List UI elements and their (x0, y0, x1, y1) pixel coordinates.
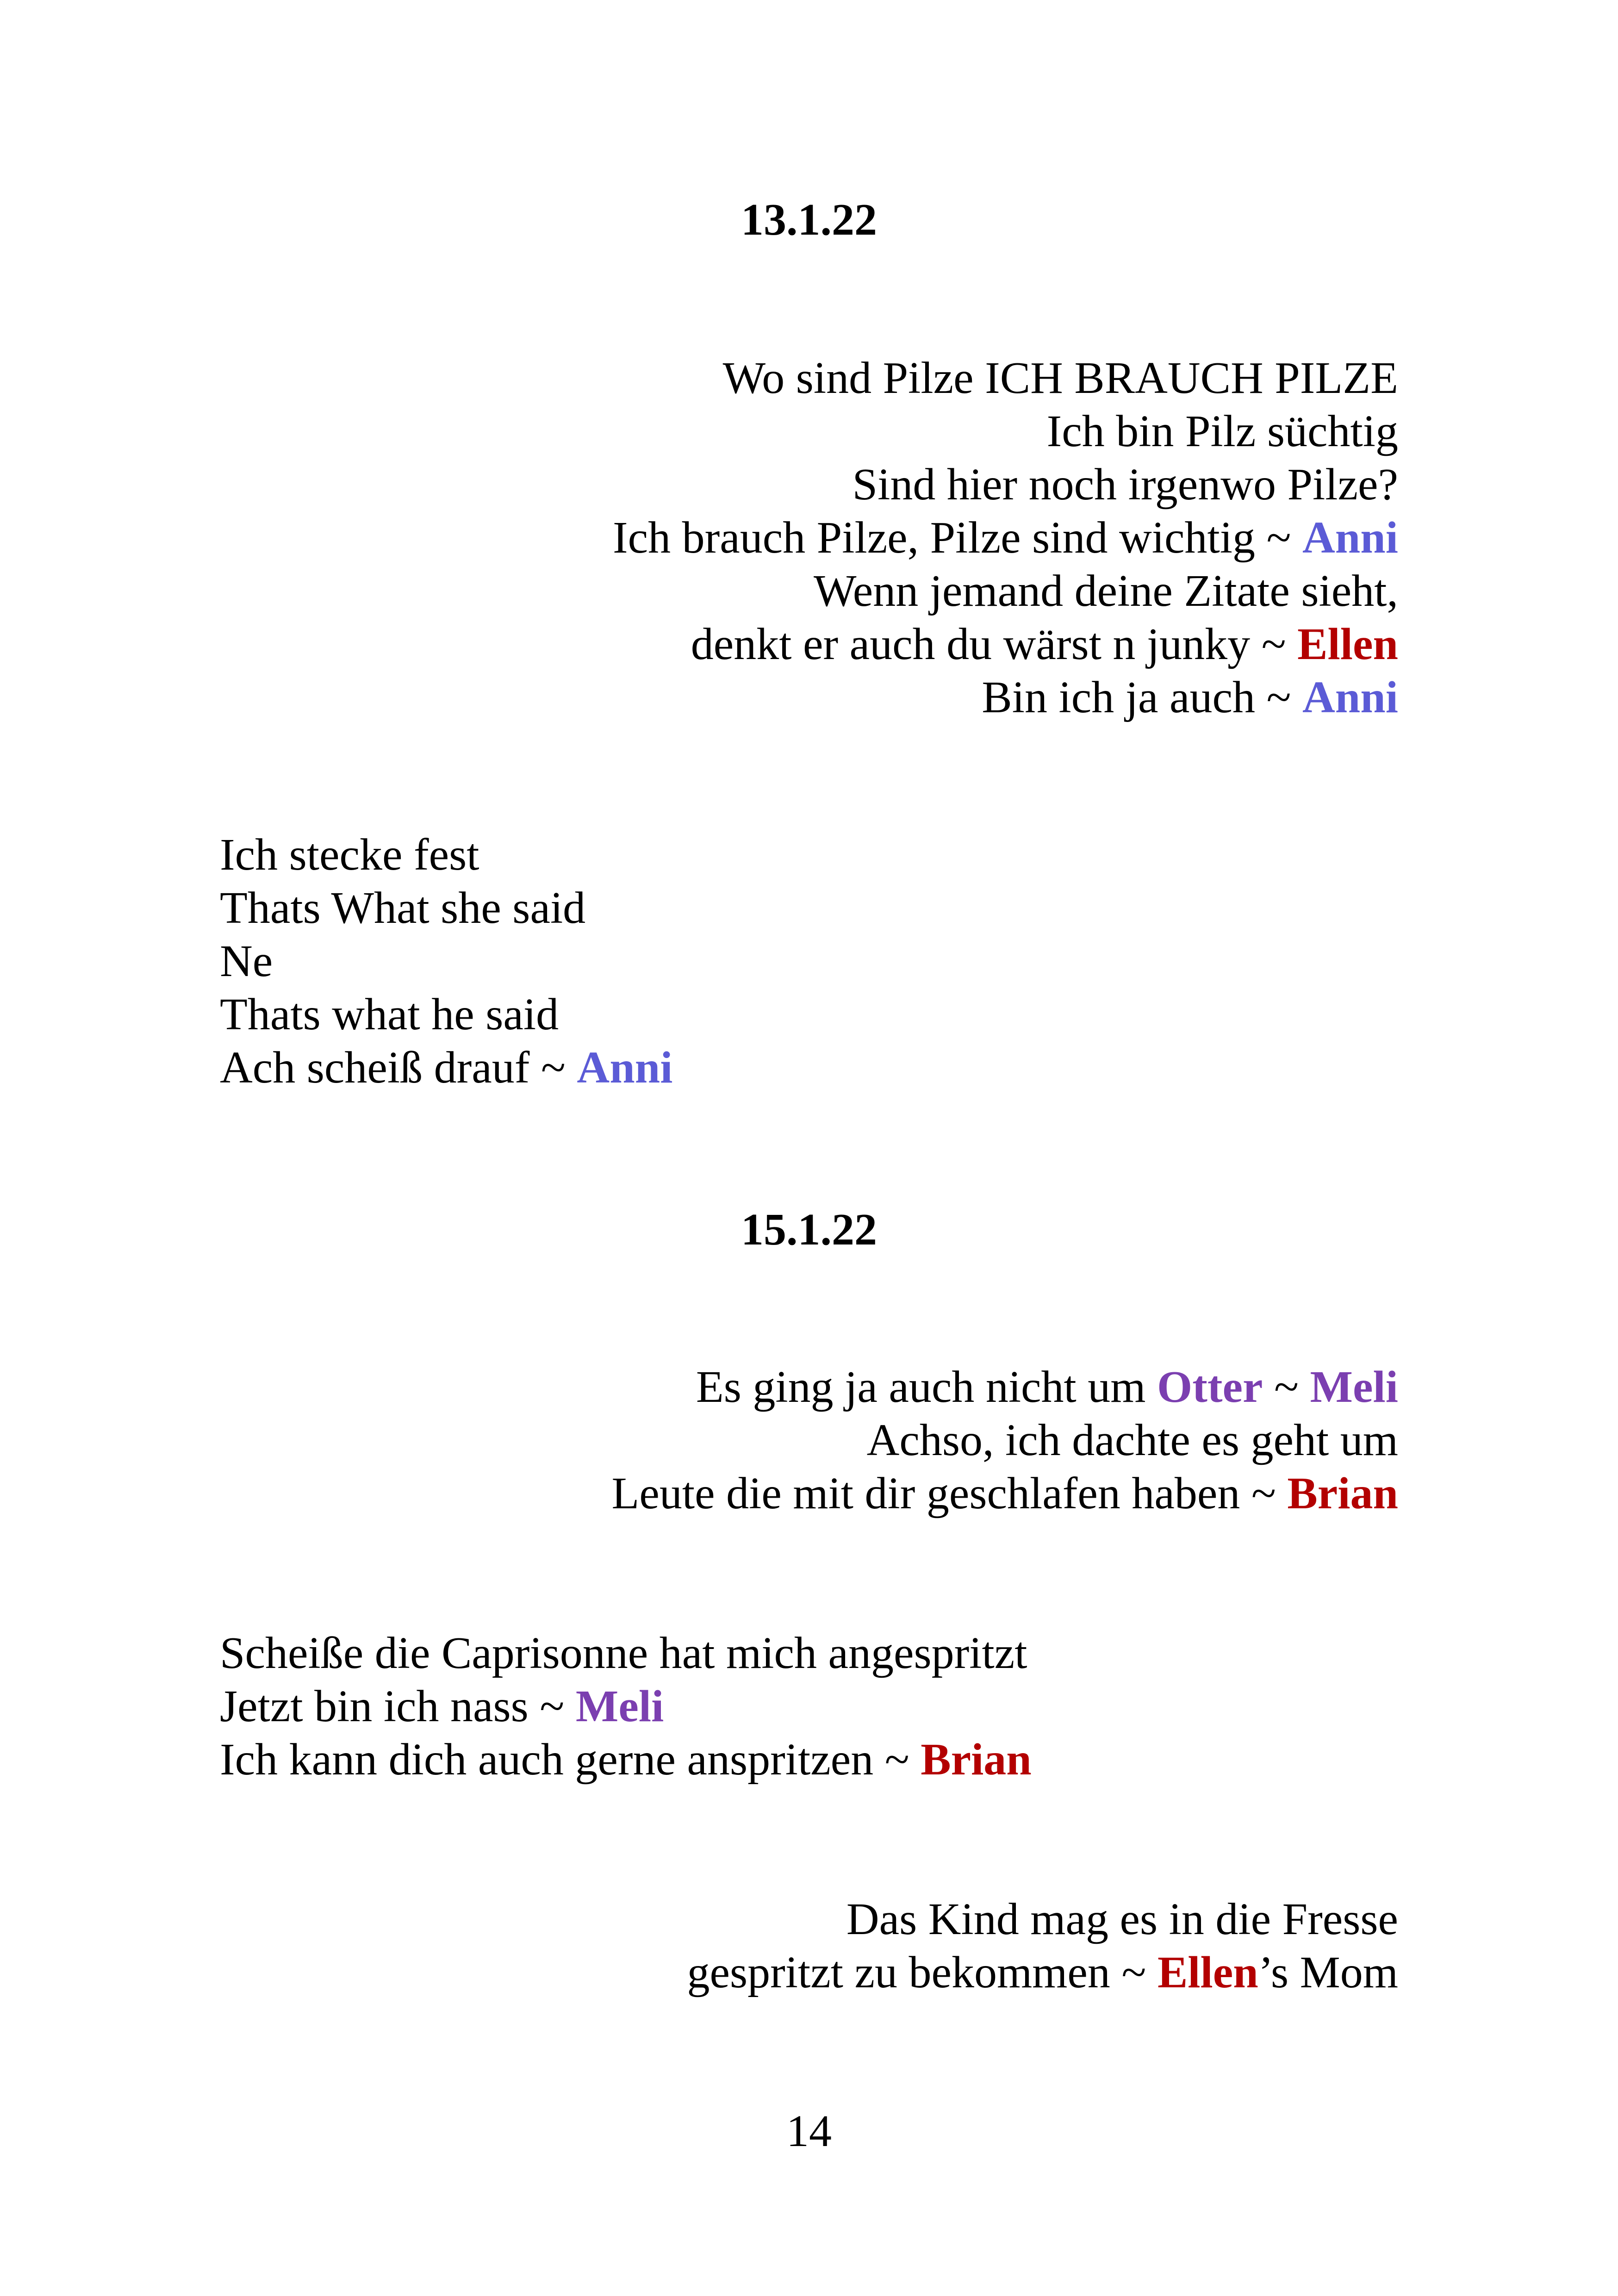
section-date: 13.1.22 (741, 195, 877, 245)
quote-block (613, 352, 1398, 724)
quote-line: Ne (220, 936, 273, 986)
quote-line: Ich stecke fest (220, 830, 479, 880)
section-date: 15.1.22 (741, 1205, 877, 1255)
speaker-name: Ellen (1297, 619, 1398, 669)
speaker-name: Meli (1310, 1362, 1398, 1412)
quote-line: Scheiße die Caprisonne hat mich angespritzt (220, 1628, 1027, 1678)
quote-line: Bin ich ja auch ~ Anni (982, 672, 1398, 722)
quote-block (612, 1361, 1398, 1520)
quote-block (220, 1627, 1032, 1786)
speaker-name: Anni (577, 1043, 673, 1093)
quote-line: Jetzt bin ich nass ~ Meli (220, 1681, 664, 1731)
quote-line: Ach scheiß drauf ~ Anni (220, 1043, 673, 1093)
speaker-name: Brian (1287, 1468, 1398, 1518)
quote-line: Wenn jemand deine Zitate sieht, (814, 566, 1398, 616)
quote-line: Thats What she said (220, 883, 586, 933)
quote-line: Ich bin Pilz süchtig (1046, 406, 1398, 456)
quote-line: Thats what he said (220, 989, 559, 1039)
quote-block (220, 828, 672, 1095)
quote-line: Achso, ich dachte es geht um (866, 1415, 1398, 1465)
quote-line: Leute die mit dir geschlafen haben ~ Brian (611, 1468, 1398, 1518)
quote-line: Es ging ja auch nicht um Otter ~ Meli (696, 1362, 1398, 1412)
quote-block (687, 1893, 1398, 1999)
speaker-name: Anni (1302, 672, 1398, 722)
quote-line: gespritzt zu bekommen ~ Ellen’s Mom (687, 1948, 1398, 1997)
quote-line: Ich brauch Pilze, Pilze sind wichtig ~ Anni (612, 513, 1398, 563)
speaker-name: Anni (1302, 513, 1398, 563)
page-number: 14 (786, 2106, 832, 2156)
quote-line: Das Kind mag es in die Fresse (846, 1894, 1398, 1944)
speaker-name: Ellen (1157, 1948, 1258, 1997)
quote-line: Sind hier noch irgenwo Pilze? (852, 460, 1398, 510)
highlighted-word: Otter (1157, 1362, 1263, 1412)
speaker-name: Meli (575, 1681, 664, 1731)
quote-line: Ich kann dich auch gerne anspritzen ~ Brian (220, 1735, 1032, 1785)
speaker-name: Brian (921, 1735, 1032, 1785)
quote-line: denkt er auch du wärst n junky ~ Ellen (691, 619, 1398, 669)
quote-line: Wo sind Pilze ICH BRAUCH PILZE (722, 353, 1398, 403)
